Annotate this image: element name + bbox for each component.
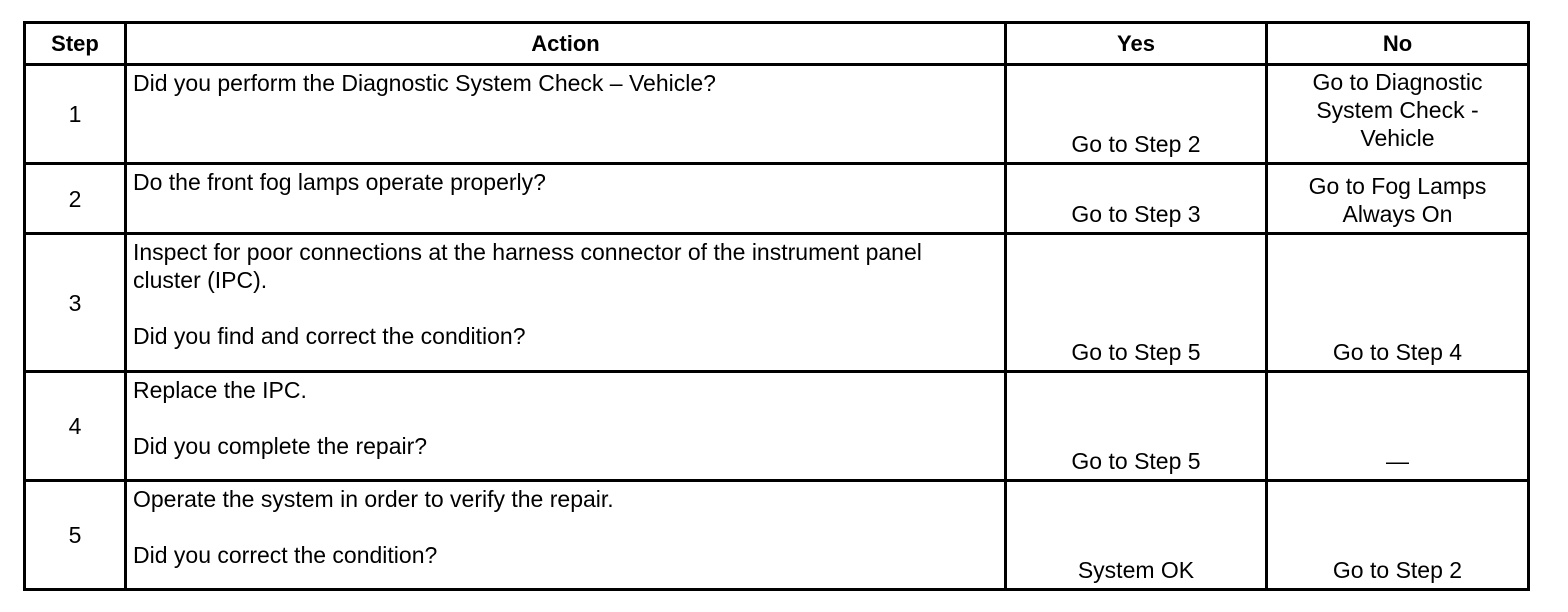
action-cell (126, 372, 1006, 481)
yes-cell: Go to Step 3 (1006, 164, 1267, 234)
step-number: 5 (25, 481, 126, 590)
no-cell (1267, 65, 1529, 164)
step-number: 4 (25, 372, 126, 481)
action-cell (126, 481, 1006, 590)
action-cell (126, 65, 1006, 164)
table-row (25, 234, 1529, 372)
no-cell: Go to Step 2 (1267, 481, 1529, 590)
table-row (25, 481, 1529, 590)
table-row (25, 372, 1529, 481)
action-text: cluster (IPC). (133, 267, 268, 293)
no-cell: Go to Step 4 (1267, 234, 1529, 372)
yes-cell: Go to Step 5 (1006, 372, 1267, 481)
action-cell (126, 234, 1006, 372)
no-text-line: Always On (1342, 201, 1453, 227)
no-text-line: Go to Diagnostic (1312, 69, 1483, 95)
header-step: Step (25, 23, 126, 65)
header-no: No (1267, 23, 1529, 65)
step-number: 2 (25, 164, 126, 234)
yes-cell: Go to Step 5 (1006, 234, 1267, 372)
action-text: Do the front fog lamps operate properly? (133, 169, 546, 195)
no-text-line: Go to Fog Lamps (1308, 173, 1487, 199)
no-cell: — (1267, 372, 1529, 481)
action-text: Inspect for poor connections at the harness connector of the instrument panel (133, 239, 922, 265)
diagnostic-table (23, 21, 1530, 591)
table-row (25, 164, 1529, 234)
spacer (133, 294, 998, 322)
spacer (133, 513, 998, 541)
step-number: 1 (25, 65, 126, 164)
action-text: Replace the IPC. (133, 377, 307, 403)
no-text-line: Vehicle (1360, 125, 1435, 151)
action-text: Operate the system in order to verify the repair. (133, 486, 614, 512)
action-question: Did you find and correct the condition? (133, 323, 526, 349)
action-question: Did you complete the repair? (133, 433, 428, 459)
yes-cell: Go to Step 2 (1006, 65, 1267, 164)
header-action: Action (126, 23, 1006, 65)
step-number: 3 (25, 234, 126, 372)
table-row (25, 65, 1529, 164)
action-question: Did you correct the condition? (133, 542, 438, 568)
yes-cell: System OK (1006, 481, 1267, 590)
table-header-row (25, 23, 1529, 65)
header-yes: Yes (1006, 23, 1267, 65)
action-cell (126, 164, 1006, 234)
action-text: Did you perform the Diagnostic System Check – Vehicle? (133, 70, 716, 96)
no-cell (1267, 164, 1529, 234)
no-text-line: System Check - (1316, 97, 1479, 123)
spacer (133, 404, 998, 432)
